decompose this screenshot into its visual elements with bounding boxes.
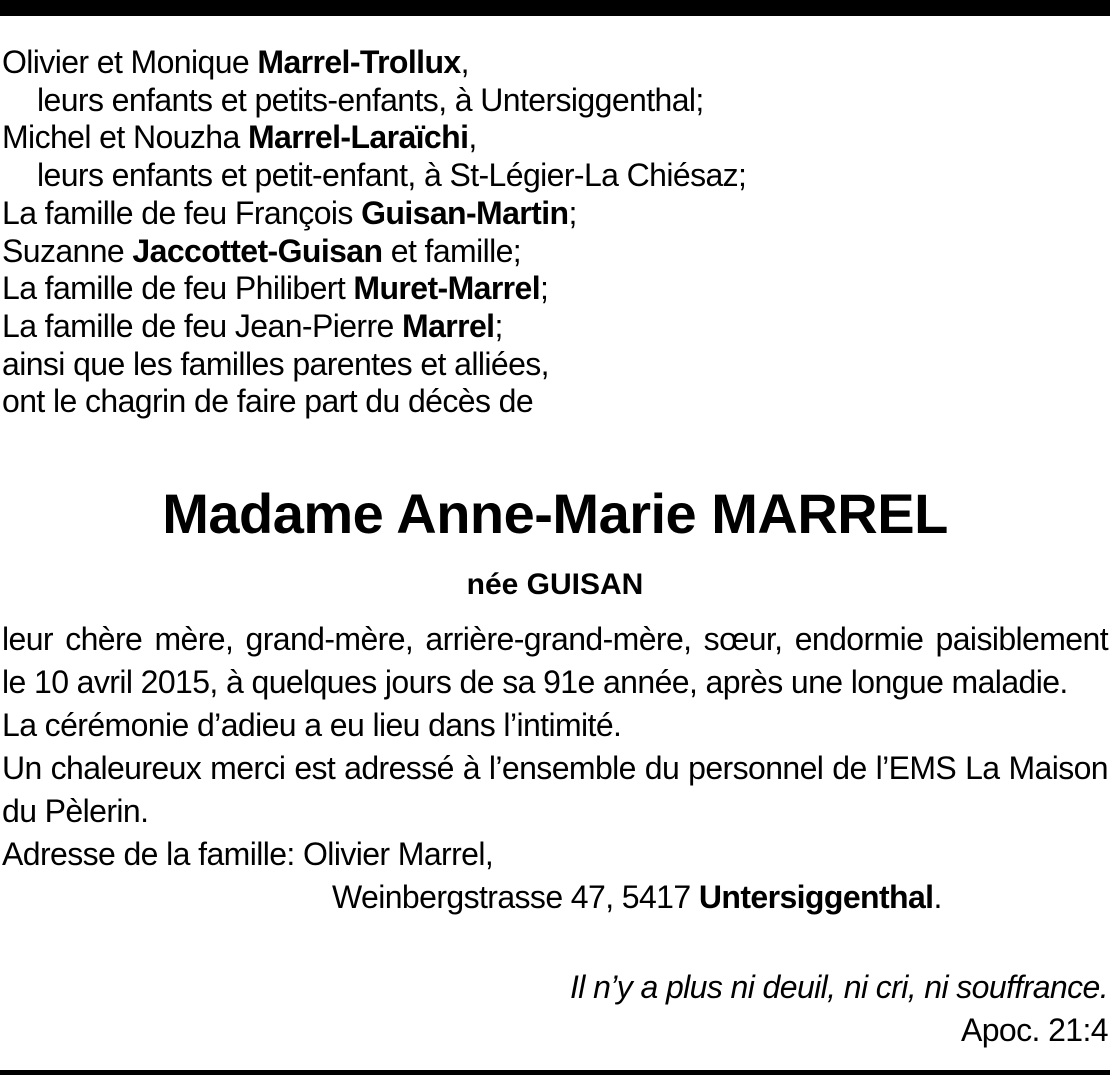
address-street: Weinbergstrasse 47, 5417 xyxy=(332,879,699,915)
family-line-text: Suzanne xyxy=(2,232,133,269)
bible-quote: Il n’y a plus ni deuil, ni cri, ni souffrance. xyxy=(569,969,1108,1005)
top-rule xyxy=(0,0,1110,16)
family-name: Marrel-Laraïchi xyxy=(247,119,469,156)
family-line-punct: , xyxy=(468,119,477,156)
family-line xyxy=(2,270,1102,308)
family-line xyxy=(2,44,1102,82)
family-line-text: ont le chagrin de faire part du décès de xyxy=(2,383,534,420)
maiden-name: née GUISAN xyxy=(466,568,644,601)
family-line xyxy=(2,383,1102,421)
family-name: Guisan-Martin xyxy=(361,194,569,231)
address-punct: . xyxy=(933,879,942,915)
family-list xyxy=(2,44,1102,421)
family-line xyxy=(2,346,1102,384)
family-line-punct: et famille; xyxy=(382,232,522,269)
announcement-paragraph: leur chère mère, grand-mère, arrière-grand-mère, sœur, endormie paisiblement le 10 avril 2015, à quelques jours de sa 91e année, après une longue maladie. xyxy=(2,621,1108,700)
family-line-punct: ; xyxy=(540,270,549,307)
family-line-punct: , xyxy=(460,44,469,80)
bible-reference: Apoc. 21:4 xyxy=(960,1012,1108,1048)
notice-body xyxy=(2,618,1108,919)
family-line-text: La famille de feu Philibert xyxy=(2,270,354,307)
family-line-text: leurs enfants et petit-enfant, à St-Légier-La Chiésaz; xyxy=(37,157,747,194)
family-line xyxy=(2,308,1102,346)
family-line-punct: ; xyxy=(494,307,503,344)
family-name: Marrel-Trollux xyxy=(257,44,461,80)
family-line xyxy=(2,82,1102,120)
family-line xyxy=(2,195,1102,233)
family-line-text: Olivier et Monique xyxy=(2,44,258,80)
family-line-punct: ; xyxy=(568,194,577,231)
family-line-text: ainsi que les familles parentes et alliées, xyxy=(2,345,549,382)
family-name: Marrel xyxy=(402,307,495,344)
family-line-text: La famille de feu Jean-Pierre xyxy=(2,307,403,344)
bottom-rule xyxy=(0,1070,1110,1075)
family-line xyxy=(2,157,1102,195)
family-name: Jaccottet-Guisan xyxy=(132,232,383,269)
family-line xyxy=(2,119,1102,157)
address-label: Adresse de la famille: Olivier Marrel, xyxy=(2,836,494,872)
deceased-name: Madame Anne-Marie MARREL xyxy=(162,482,948,545)
ceremony-paragraph: La cérémonie d’adieu a eu lieu dans l’intimité. xyxy=(2,707,622,743)
family-line-text: Michel et Nouzha xyxy=(2,119,248,156)
family-name: Muret-Marrel xyxy=(353,270,541,307)
thanks-paragraph: Un chaleureux merci est adressé à l’ensemble du personnel de l’EMS La Maison du Pèlerin. xyxy=(2,750,1108,829)
address-street-line xyxy=(2,876,1108,919)
family-line-text: leurs enfants et petits-enfants, à Untersiggenthal; xyxy=(37,81,704,118)
address-city: Untersiggenthal xyxy=(698,879,934,915)
family-line xyxy=(2,233,1102,271)
family-line-text: La famille de feu François xyxy=(2,194,362,231)
